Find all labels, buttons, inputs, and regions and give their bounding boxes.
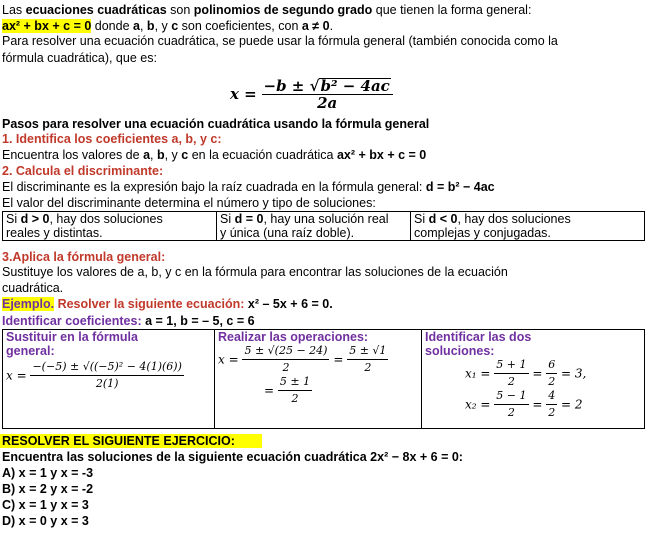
- formula-radicand: b² − 4ac: [320, 77, 390, 95]
- intro-text: son: [166, 3, 194, 17]
- option-c[interactable]: C) x = 1 y x = 3: [2, 498, 89, 512]
- math-result: = 2: [561, 397, 583, 412]
- math-fraction: [494, 358, 528, 389]
- example-table: [2, 329, 645, 429]
- step-1-equation: ax² + bx + c = 0: [336, 148, 427, 162]
- cell-text: y única (una raíz doble).: [220, 226, 355, 240]
- intro-text: son coeficientes, con: [178, 19, 302, 33]
- formula-denominator: 2a: [317, 94, 338, 112]
- step-text: en la ecuación cuadrática: [188, 148, 337, 162]
- math-numerator: 5 ± √(25 − 24): [242, 344, 329, 360]
- math-denominator: 2: [548, 375, 556, 388]
- step-2-text-b: El valor del discriminante determina el número y tipo de soluciones:: [2, 196, 376, 210]
- math-fraction: [242, 344, 329, 375]
- math-numerator: 5 ± 1: [278, 375, 312, 391]
- cell-condition: d < 0: [428, 212, 458, 226]
- intro-text: donde: [91, 19, 134, 33]
- col-title: Identificar las dos: [425, 330, 532, 344]
- solution-x1: [465, 358, 641, 389]
- step-text: Encuentra los valores de: [2, 148, 144, 162]
- math-lhs: x =: [6, 368, 27, 383]
- intro-bold-term: ecuaciones cuadráticas: [25, 3, 167, 17]
- math-result: = 3,: [561, 366, 587, 381]
- col-title: Sustituir en la fórmula: [6, 330, 138, 344]
- step-2-title: 2. Calcula el discriminante:: [2, 164, 164, 178]
- intro-bold-term: polinomios de segundo grado: [193, 3, 373, 17]
- step-3-text-2: cuadrática.: [2, 281, 64, 295]
- math-equals: =: [532, 397, 543, 412]
- example-col-operations: [215, 330, 422, 429]
- coef-c: c: [171, 19, 179, 33]
- example-col-substitute: [3, 330, 215, 429]
- discriminant-cell-zero: [217, 212, 411, 241]
- formula-fraction: [262, 78, 393, 110]
- discriminant-equation: d = b² − 4ac: [425, 180, 495, 194]
- operations-math-2: [264, 375, 418, 406]
- cell-condition: d = 0: [234, 212, 264, 226]
- math-fraction: [546, 358, 557, 389]
- cell-text: , hay una solución real: [263, 212, 389, 226]
- discriminant-table: [2, 211, 645, 241]
- math-numerator: 5 ± √1: [347, 344, 388, 360]
- example-col-solutions: [422, 330, 645, 429]
- intro-line-2: ax² + bx + c = 0 donde a, b, y c son coeficientes, con a ≠ 0.: [2, 19, 334, 33]
- operations-math: [218, 344, 418, 375]
- cell-condition: d > 0: [20, 212, 50, 226]
- cell-text: , hay dos soluciones: [457, 212, 571, 226]
- example-label: Ejemplo.: [2, 297, 55, 311]
- cell-text: Si: [414, 212, 429, 226]
- step-3-title: 3.Aplica la fórmula general:: [2, 250, 166, 264]
- coef-label: Identificar coeficientes:: [2, 314, 146, 328]
- math-fraction: [546, 389, 557, 420]
- math-numerator: 6: [546, 358, 557, 374]
- cell-text: Si: [6, 212, 21, 226]
- col-title: Realizar las operaciones:: [218, 330, 369, 344]
- math-numerator: 4: [546, 389, 557, 405]
- option-d[interactable]: D) x = 0 y x = 3: [2, 514, 89, 528]
- substitution-math: [6, 360, 211, 391]
- exercise-question: Encuentra las soluciones de la siguiente ecuación cuadrática 2x² − 8x + 6 = 0:: [2, 450, 463, 464]
- col-title: soluciones:: [425, 344, 495, 358]
- option-a[interactable]: A) x = 1 y x = -3: [2, 466, 94, 480]
- math-numerator: 5 − 1: [494, 389, 528, 405]
- coef-values: a = 1, b = – 5, c = 6: [145, 314, 255, 328]
- discriminant-cell-positive: [3, 212, 217, 241]
- steps-heading: Pasos para resolver una ecuación cuadrática usando la fórmula general: [2, 117, 430, 131]
- cell-text: reales y distintas.: [6, 226, 103, 240]
- math-fraction: [347, 344, 388, 375]
- intro-text: que tienen la forma general:: [372, 3, 532, 17]
- coef-line: [2, 314, 255, 328]
- math-denominator: 2: [282, 361, 290, 374]
- math-lhs: x =: [218, 352, 239, 367]
- step-3-text-1: Sustituye los valores de a, b, y c en la fórmula para encontrar las soluciones de la ecuación: [2, 265, 508, 279]
- step-text: El discriminante es la expresión bajo la raíz cuadrada en la fórmula general:: [2, 180, 426, 194]
- math-denominator: 2(1): [95, 377, 119, 390]
- solution-x2: [465, 389, 641, 420]
- math-denominator: 2: [364, 361, 372, 374]
- coef-b: b: [146, 19, 155, 33]
- math-denominator: 2: [548, 406, 556, 419]
- exercise-title: RESOLVER EL SIGUIENTE EJERCICIO:: [0, 434, 262, 448]
- step-2-text: [2, 180, 495, 194]
- intro-line-1: [2, 3, 531, 17]
- example-equation: x² – 5x + 6 = 0.: [247, 297, 333, 311]
- col-title: general:: [6, 344, 55, 358]
- cell-text: Si: [220, 212, 235, 226]
- math-fraction: [278, 375, 312, 406]
- math-numerator: 5 + 1: [494, 358, 528, 374]
- step-1-text: Encuentra los valores de a, b, y c en la ecuación cuadrática ax² + bx + c = 0: [2, 148, 427, 162]
- math-lhs: x₂ =: [465, 397, 491, 412]
- math-numerator: −(−5) ± √((−5)² − 4(1)(6)): [30, 360, 183, 376]
- example-text: Resolver la siguiente ecuación:: [54, 297, 248, 311]
- math-fraction: [30, 360, 183, 391]
- intro-line-4: fórmula cuadrática), que es:: [2, 51, 157, 65]
- formula-numerator: −b ± √b² − 4ac: [262, 78, 393, 95]
- option-b[interactable]: B) x = 2 y x = -2: [2, 482, 94, 496]
- math-fraction: [494, 389, 528, 420]
- intro-text: Las: [2, 3, 26, 17]
- formula-num-prefix: −b ±: [263, 77, 310, 95]
- condition: a ≠ 0: [301, 19, 330, 33]
- math-equals: =: [264, 383, 275, 398]
- math-equals: =: [532, 366, 543, 381]
- cell-text: , hay dos soluciones: [49, 212, 163, 226]
- math-denominator: 2: [291, 392, 299, 405]
- discriminant-cell-negative: [411, 212, 645, 241]
- general-form-equation: ax² + bx + c = 0: [2, 19, 92, 33]
- math-denominator: 2: [507, 375, 515, 388]
- coef-a: a: [133, 19, 140, 33]
- cell-text: complejas y conjugadas.: [414, 226, 551, 240]
- formula-lhs: x =: [230, 85, 257, 103]
- intro-line-3: Para resolver una ecuación cuadrática, se puede usar la fórmula general (también conocida como la: [2, 34, 558, 48]
- example-line: [2, 297, 333, 311]
- step-1-title: 1. Identifica los coeficientes a, b, y c:: [2, 132, 222, 146]
- math-denominator: 2: [507, 406, 515, 419]
- math-equals: =: [333, 352, 344, 367]
- quadratic-formula: [230, 78, 393, 118]
- math-lhs: x₁ =: [465, 366, 491, 381]
